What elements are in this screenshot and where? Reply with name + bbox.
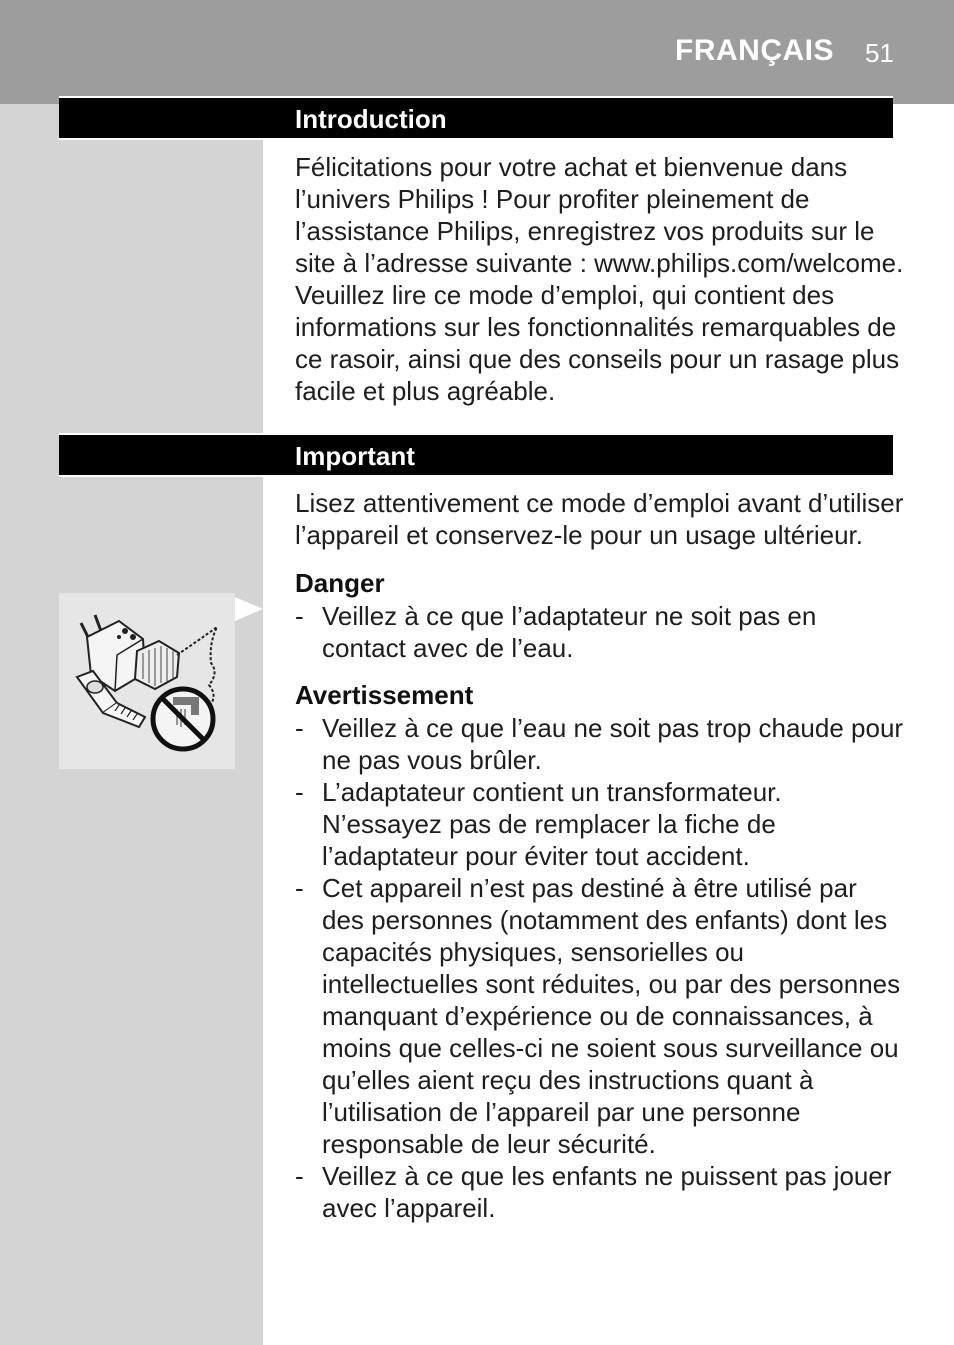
section-bar-introduction — [59, 96, 893, 138]
callout-pointer — [235, 597, 263, 621]
bullet-dash: - — [295, 601, 304, 631]
warning-heading: Avertissement — [295, 680, 474, 710]
danger-list — [295, 600, 905, 664]
section-title-introduction: Introduction — [295, 104, 447, 134]
adapter-no-water-illustration — [59, 593, 235, 769]
intro-text-block — [295, 151, 905, 407]
section-title-important: Important — [295, 441, 415, 471]
divider — [59, 475, 263, 477]
list-item — [295, 1160, 905, 1224]
intro-paragraph: Félicitations pour votre achat et bienvenue dans l’univers Philips ! Pour profiter pleinement de l’assistance Philips, enregistrez vos produits sur le site à l’adresse suivante : www.philips.com/welcome. Veuillez lire ce mode d’emploi, qui contient des informations sur les fonctionnalités remarquables de ce rasoir, ainsi que des conseils pour un rasage plus facile et plus agréable. — [295, 152, 904, 406]
list-item-text: Veillez à ce que les enfants ne puissent pas jouer avec l’appareil. — [322, 1161, 892, 1223]
language-title: FRANÇAIS — [675, 34, 834, 67]
danger-heading: Danger — [295, 568, 385, 598]
list-item-text: Veillez à ce que l’eau ne soit pas trop chaude pour ne pas vous brûler. — [322, 713, 904, 775]
list-item — [295, 712, 905, 776]
divider — [59, 138, 263, 140]
list-item-text: L’adaptateur contient un transformateur. N’essayez pas de remplacer la fiche de l’adaptateur pour éviter tout accident. — [322, 777, 782, 871]
list-item-text: Cet appareil n’est pas destiné à être utilisé par des personnes (notamment des enfants) dont les capacités physiques, sensorielles ou intellectuelles sont réduites, ou par des personnes manquant d’expérience ou de connaissances, à moins que celles-ci ne soient sous surveillance ou qu’elles aient reçu des instructions quant à l’utilisation de l’appareil par une personne responsable de leur sécurité. — [322, 873, 901, 1159]
section-bar-important — [59, 433, 893, 475]
list-item-text: Veillez à ce que l’adaptateur ne soit pas en contact avec de l’eau. — [322, 601, 817, 663]
list-item — [295, 776, 905, 872]
bullet-dash: - — [295, 1161, 304, 1191]
bullet-dash: - — [295, 713, 304, 743]
list-item — [295, 872, 905, 1160]
bullet-dash: - — [295, 777, 304, 807]
adapter-water-warning-icon — [59, 593, 235, 769]
warning-list — [295, 712, 905, 1224]
important-paragraph: Lisez attentivement ce mode d’emploi avant d’utiliser l’appareil et conservez-le pour un usage ultérieur. — [295, 488, 904, 550]
page-number: 51 — [865, 38, 894, 68]
list-item — [295, 600, 905, 664]
important-text-block — [295, 487, 905, 551]
header-band — [0, 0, 954, 104]
bullet-dash: - — [295, 873, 304, 903]
